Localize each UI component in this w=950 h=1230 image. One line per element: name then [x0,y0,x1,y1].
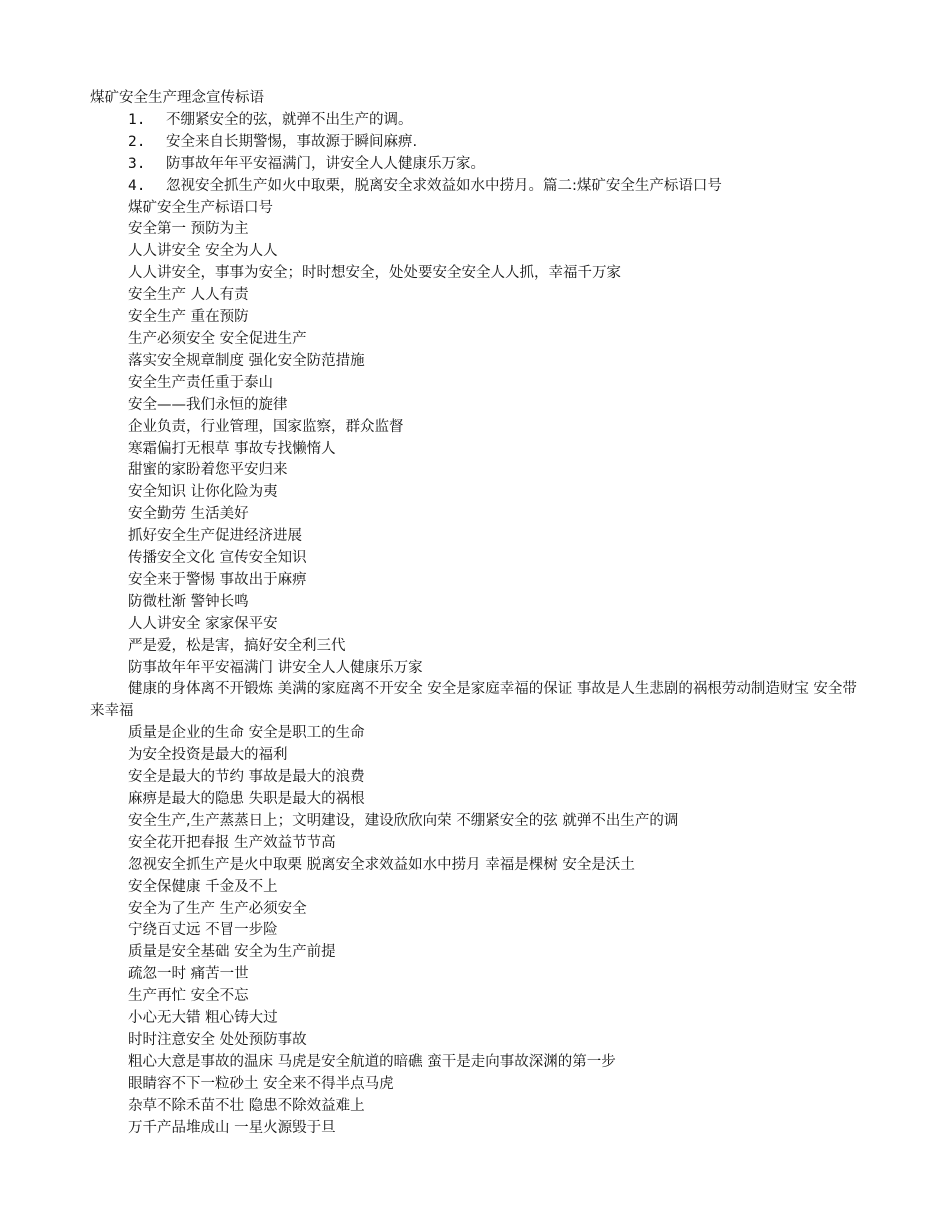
slogan-line: 企业负责，行业管理，国家监察，群众监督 [128,418,404,435]
list-item [90,110,860,132]
slogan-line: 安全勤劳 生活美好 [128,506,249,523]
list-number: 4. [128,177,146,194]
slogan-line: 防事故年年平安福满门 讲安全人人健康乐万家 [128,659,423,676]
slogan-line-wrapped: 健康的身体离不开锻炼 美满的家庭离不开安全 安全是家庭幸福的保证 事故是人生悲剧的祸根劳动制造财宝 安全带来幸福 [90,681,857,720]
slogan-line: 安全生产 重在预防 [128,309,249,326]
list-text: 忽视安全抓生产如火中取栗，脱离安全求效益如水中捞月。篇二:煤矿安全生产标语口号 [166,177,722,194]
slogan-line: 时时注意安全 处处预防事故 [128,1031,307,1048]
list-item [90,132,860,154]
slogan-line: 防微杜渐 警钟长鸣 [128,593,249,610]
slogan-line: 麻痹是最大的隐患 失职是最大的祸根 [128,791,365,807]
slogan-line: 严是爱，松是害，搞好安全利三代 [128,637,346,654]
slogan-line: 安全花开把春报 生产效益节节高 [128,834,336,851]
list-number: 3. [128,155,146,172]
slogan-line: 煤矿安全生产标语口号 [128,199,273,216]
list-item [90,176,860,198]
slogan-line: 宁绕百丈远 不冒一步险 [128,922,278,939]
list-number: 2. [128,133,146,150]
slogan-line: 安全为了生产 生产必须安全 [128,900,307,917]
slogan-line: 质量是企业的生命 安全是职工的生命 [128,725,365,742]
list-number: 1. [128,111,146,128]
list-item [90,154,860,176]
slogan-line: 安全生产责任重于泰山 [128,374,273,391]
slogan-line: 为安全投资是最大的福利 [128,747,288,764]
slogan-line: 眼睛容不下一粒砂土 安全来不得半点马虎 [128,1075,394,1092]
slogan-line: 人人讲安全，事事为安全；时时想安全，处处要安全安全人人抓，幸福千万家 [128,265,621,282]
slogan-line: 传播安全文化 宣传安全知识 [128,550,307,567]
slogan-line: 安全保健康 千金及不上 [128,878,278,895]
slogan-line: 安全生产 人人有责 [128,287,249,304]
slogan-line: 安全——我们永恒的旋律 [128,396,288,413]
numbered-list [90,110,860,198]
slogan-line: 抓好安全生产促进经济进展 [128,528,302,545]
slogan-line: 忽视安全抓生产是火中取栗 脱离安全求效益如水中捞月 幸福是棵树 安全是沃土 [128,856,635,873]
slogan-line: 生产必须安全 安全促进生产 [128,330,307,347]
slogan-line: 人人讲安全 家家保平安 [128,615,278,632]
slogan-lines-continued [90,723,860,1139]
slogan-line: 安全来于警惕 事故出于麻痹 [128,571,307,588]
slogan-line: 安全知识 让你化险为夷 [128,484,278,501]
slogan-line: 安全是最大的节约 事故是最大的浪费 [128,769,365,786]
list-text: 不绷紧安全的弦，就弹不出生产的调。 [166,111,413,128]
slogan-line: 杂草不除禾苗不壮 隐患不除效益难上 [128,1097,365,1114]
slogan-line: 寒霜偏打无根草 事故专找懒惰人 [128,440,336,457]
slogan-line: 人人讲安全 安全为人人 [128,243,278,260]
slogan-line: 万千产品堆成山 一星火源毁于旦 [128,1119,336,1136]
slogan-line: 小心无大错 粗心铸大过 [128,1010,278,1027]
slogan-line: 甜蜜的家盼着您平安归来 [128,462,288,479]
list-text: 防事故年年平安福满门，讲安全人人健康乐万家。 [166,155,485,172]
document-title: 煤矿安全生产理念宣传标语 [90,90,264,106]
slogan-line: 粗心大意是事故的温床 马虎是安全航道的暗礁 蛮干是走向事故深渊的第一步 [128,1053,616,1070]
slogan-line: 安全生产,生产蒸蒸日上；文明建设，建设欣欣向荣 不绷紧安全的弦 就弹不出生产的调 [128,812,679,829]
slogan-line: 疏忽一时 痛苦一世 [128,966,249,983]
list-text: 安全来自长期警惕，事故源于瞬间麻痹. [166,133,418,150]
slogan-line: 落实安全规章制度 强化安全防范措施 [128,352,365,369]
slogan-line: 质量是安全基础 安全为生产前提 [128,944,336,961]
slogan-lines [90,198,860,680]
slogan-line: 生产再忙 安全不忘 [128,988,249,1005]
slogan-line: 安全第一 预防为主 [128,221,249,238]
